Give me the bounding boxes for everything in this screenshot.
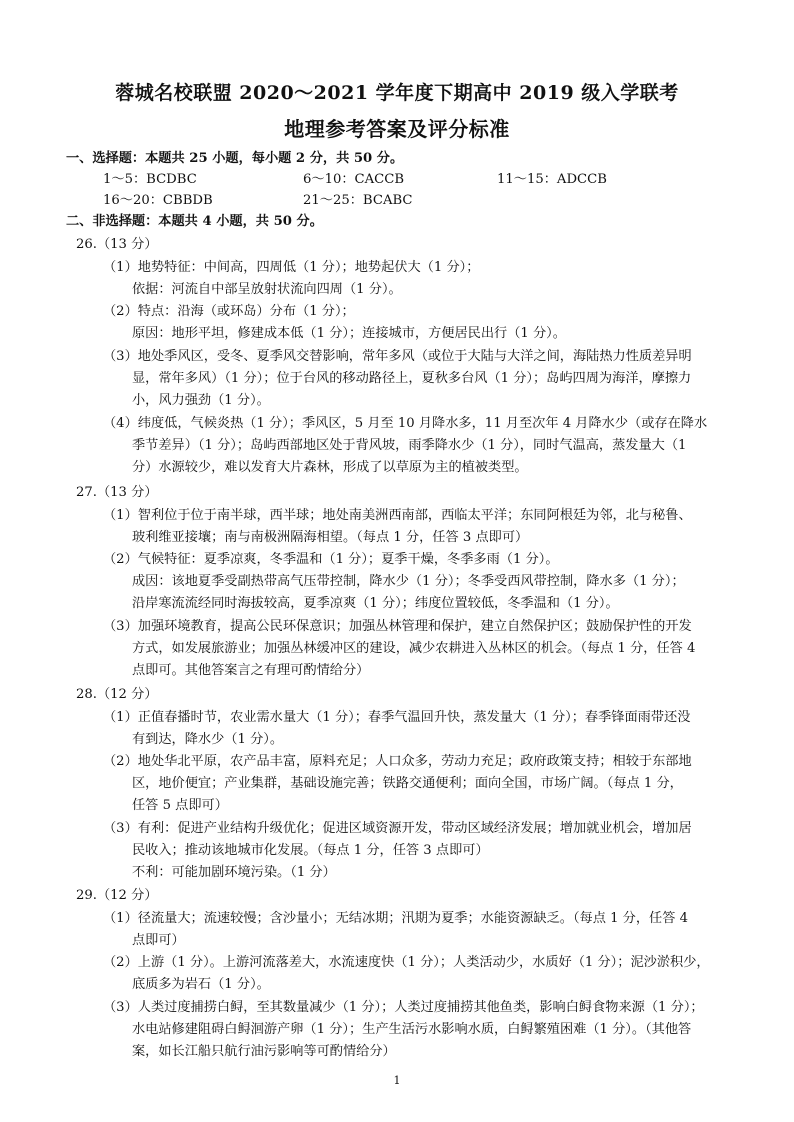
answer-line: 显，常年多风）（1 分）；位于台风的移动路径上，夏秋多台风（1 分）；岛屿四周为海洋，摩擦力 — [132, 371, 692, 386]
answer-line: 案，如长江船只航行油污影响等可酌情给分） — [132, 1044, 396, 1059]
answer-line: （3）有利：促进产业结构升级优化；促进区域资源开发，带动区域经济发展；增加就业机会，增加居 — [103, 821, 692, 836]
answer-line: 不利：可能加剧环境污染。（1 分） — [132, 865, 336, 880]
answer-group: 21～25：BCABC — [303, 193, 413, 208]
answer-group: 6～10：CACCB — [303, 172, 405, 187]
question-number: 26.（13 分） — [76, 237, 158, 252]
document-title: 蓉城名校联盟 2020～2021 学年度下期高中 2019 级入学联考 — [115, 82, 679, 104]
answer-line: 底质多为岩石（1 分）。 — [132, 977, 270, 992]
answer-line: 点即可。其他答案言之有理可酌情给分） — [132, 663, 370, 678]
answer-line: （2）地处华北平原，农产品丰富，原料充足；人口众多，劳动力充足；政府政策支持；相较于东部地 — [103, 754, 692, 769]
answer-line: 季节差异）（1 分）；岛屿西部地区处于背风坡，雨季降水少（1 分），同时气温高，蒸发量大（1 — [132, 438, 687, 453]
answer-line: 民收入；推动该地城市化发展。（每点 1 分，任答 3 点即可） — [132, 843, 489, 858]
answer-line: 原因：地形平坦，修建成本低（1 分）；连接城市，方便居民出行（1 分）。 — [132, 326, 566, 341]
answer-line: 水电站修建阻碍白鲟洄游产卵（1 分）；生产生活污水影响水质，白鲟繁殖困难（1 分）。（其他答 — [132, 1022, 692, 1037]
answer-line: （1）正值春播时节，农业需水量大（1 分）；春季气温回升快，蒸发量大（1 分）；春季锋面雨带还没 — [103, 710, 691, 725]
answer-line: 沿岸寒流流经同时海拔较高，夏季凉爽（1 分）；纬度位置较低，冬季温和（1 分）。 — [132, 596, 619, 611]
page-number: 1 — [393, 1074, 401, 1087]
answer-line: （1）智利位于位于南半球，西半球；地处南美洲西南部，西临太平洋；东同阿根廷为邻，北与秘鲁、 — [103, 508, 692, 523]
answer-line: （2）上游（1 分）。上游河流落差大，水流速度快（1 分）；人类活动少，水质好（1 分）；泥沙淤积少， — [103, 955, 710, 970]
answer-line: 玻利维亚接壤；南与南极洲隔海相望。（每点 1 分，任答 3 点即可） — [132, 530, 529, 545]
answer-line: 方式，如发展旅游业；加强丛林缓冲区的建设，减少农耕进入丛林区的机会。（每点 1 分，任答 4 — [132, 641, 696, 656]
answer-line: （2）气候特征：夏季凉爽，冬季温和（1 分）；夏季干燥，冬季多雨（1 分）。 — [103, 552, 559, 567]
answer-line: （1）地势特征：中间高，四周低（1 分）；地势起伏大（1 分）； — [103, 260, 480, 275]
answer-line: （3）人类过度捕捞白鲟，至其数量减少（1 分）；人类过度捕捞其他鱼类，影响白鲟食物来源（1 分）； — [103, 1000, 704, 1015]
answer-line: （3）加强环境教育，提高公民环保意识；加强丛林管理和保护，建立自然保护区；鼓励保护性的开发 — [103, 619, 692, 634]
answer-line: 点即可） — [132, 933, 185, 948]
document-subtitle: 地理参考答案及评分标准 — [284, 117, 510, 141]
answer-line: 任答 5 点即可） — [132, 798, 228, 813]
answer-line: （4）纬度低，气候炎热（1 分）；季风区，5 月至 10 月降水多，11 月至次年 4 月降水少（或存在降水 — [103, 416, 708, 431]
answer-line: （3）地处季风区，受冬、夏季风交替影响，常年多风（或位于大陆与大洋之间，海陆热力性质差异明 — [103, 349, 692, 364]
question-number: 27.（13 分） — [76, 485, 158, 500]
answer-group: 1～5：BCDBC — [103, 172, 197, 187]
answer-line: 依据：河流自中部呈放射状流向四周（1 分）。 — [132, 282, 402, 297]
question-number: 28.（12 分） — [76, 687, 158, 702]
answer-line: 小，风力强劲（1 分）。 — [132, 393, 270, 408]
answer-line: （1）径流量大；流速较慢；含沙量小；无结冰期；汛期为夏季；水能资源缺乏。（每点 1 分，任答 4 — [103, 911, 689, 926]
answer-line: 成因：该地夏季受副热带高气压带控制，降水少（1 分）；冬季受西风带控制，降水多（1 分）； — [132, 574, 685, 589]
section-heading: 二、非选择题：本题共 4 小题，共 50 分。 — [66, 214, 323, 229]
answer-group: 11～15：ADCCB — [497, 172, 607, 187]
answer-line: 有到达，降水少（1 分）。 — [132, 732, 284, 747]
question-number: 29.（12 分） — [76, 888, 158, 903]
answer-line: （2）特点：沿海（或环岛）分布（1 分）； — [103, 304, 355, 319]
answer-line: 分）水源较少，难以发育大片森林，形成了以草原为主的植被类型。 — [132, 460, 528, 475]
answer-group: 16～20：CBBDB — [103, 193, 213, 208]
section-heading: 一、选择题：本题共 25 小题，每小题 2 分，共 50 分。 — [66, 151, 404, 166]
answer-line: 区，地价便宜；产业集群，基础设施完善；铁路交通便利；面向全国，市场广阔。（每点 1 分， — [132, 776, 683, 791]
